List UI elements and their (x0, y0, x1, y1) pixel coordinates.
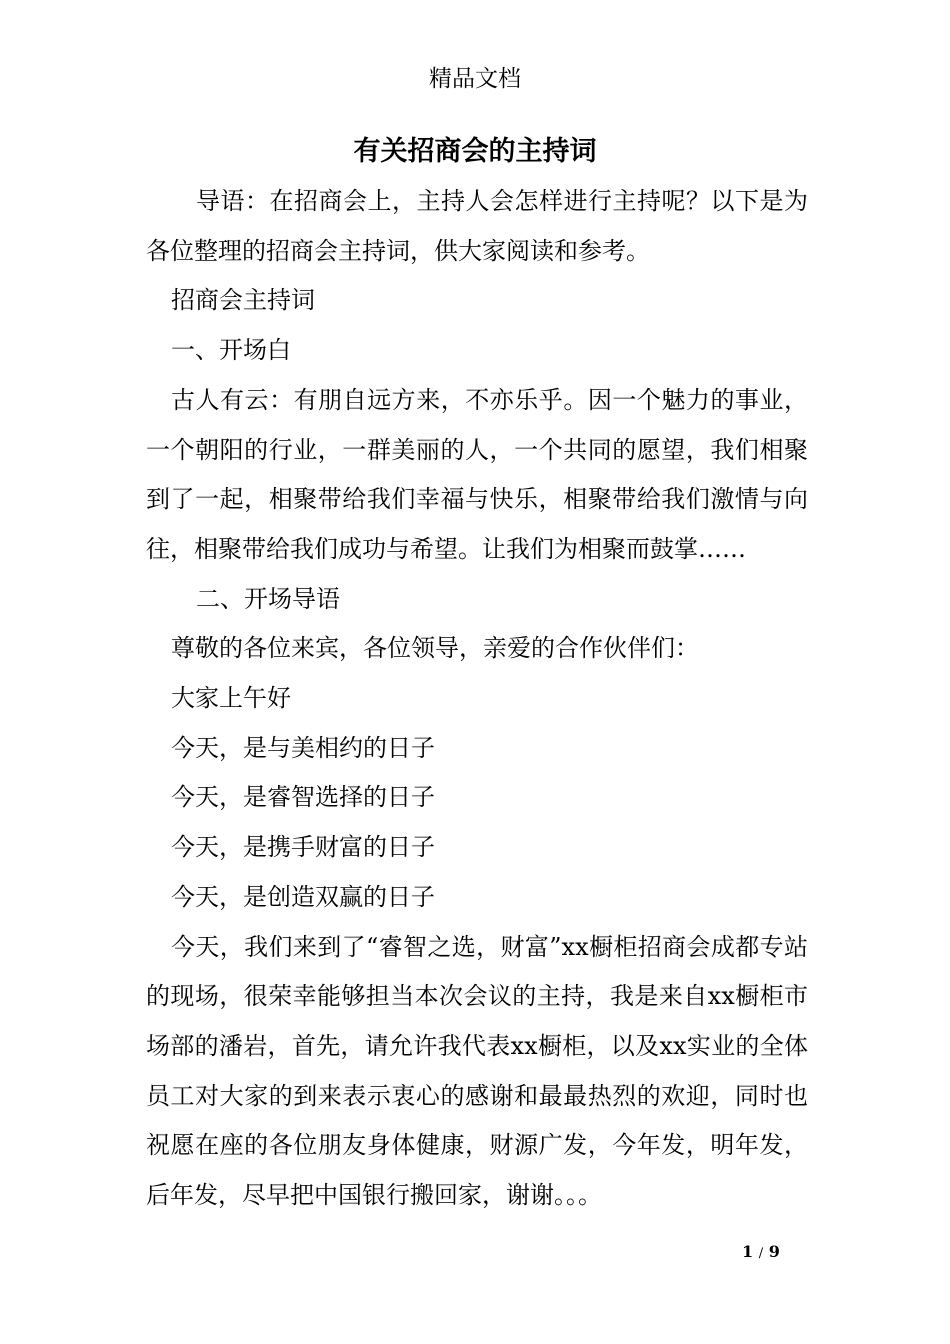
paragraph-today-line: 今天，是携手财富的日子 (171, 833, 435, 862)
paragraph-good-morning: 大家上午好 (171, 684, 291, 713)
current-page: 1 (742, 1242, 754, 1261)
paragraph-heading-opening: 一、开场白 (171, 336, 291, 365)
paragraph-today-line: 今天，是创造双赢的日子 (171, 882, 435, 911)
paragraph-heading-intro-speech: 二、开场导语 (196, 584, 340, 613)
document-title: 有关招商会的主持词 (353, 136, 597, 167)
paragraph-greeting-guests: 尊敬的各位来宾，各位领导，亲爱的合作伙伴们： (171, 634, 699, 663)
paragraph-section-heading: 招商会主持词 (171, 286, 315, 315)
page-header: 精品文档 (429, 66, 521, 92)
page-separator: / (758, 1246, 764, 1261)
document-body (146, 177, 808, 1221)
paragraph-opening-text: 古人有云：有朋自远方来，不亦乐乎。因一个魅力的事业，一个朝阳的行业，一群美丽的人，一个共同的愿望，我们相聚到了一起，相聚带给我们幸福与快乐，相聚带给我们激情与向往，相聚带给我们成功与希望。让我们为相聚而鼓掌…… (146, 385, 808, 563)
paragraph-today-line: 今天，是睿智选择的日子 (171, 783, 435, 812)
page-number (742, 1240, 780, 1266)
total-pages: 9 (768, 1242, 780, 1261)
paragraph-intro: 导语：在招商会上，主持人会怎样进行主持呢？以下是为各位整理的招商会主持词，供大家阅读和参考。 (146, 187, 808, 265)
paragraph-welcome-speech: 今天，我们来到了“睿智之选，财富”xx橱柜招商会成都专站的现场，很荣幸能够担当本次会议的主持，我是来自xx橱柜市场部的潘岩，首先，请允许我代表xx橱柜，以及xx实业的全体员工对大家的到来表示衷心的感谢和最最热烈的欢迎，同时也祝愿在座的各位朋友身体健康，财源广发，今年发，明年发，后年发，尽早把中国银行搬回家，谢谢。。。 (146, 932, 808, 1210)
paragraph-today-line: 今天，是与美相约的日子 (171, 733, 435, 762)
